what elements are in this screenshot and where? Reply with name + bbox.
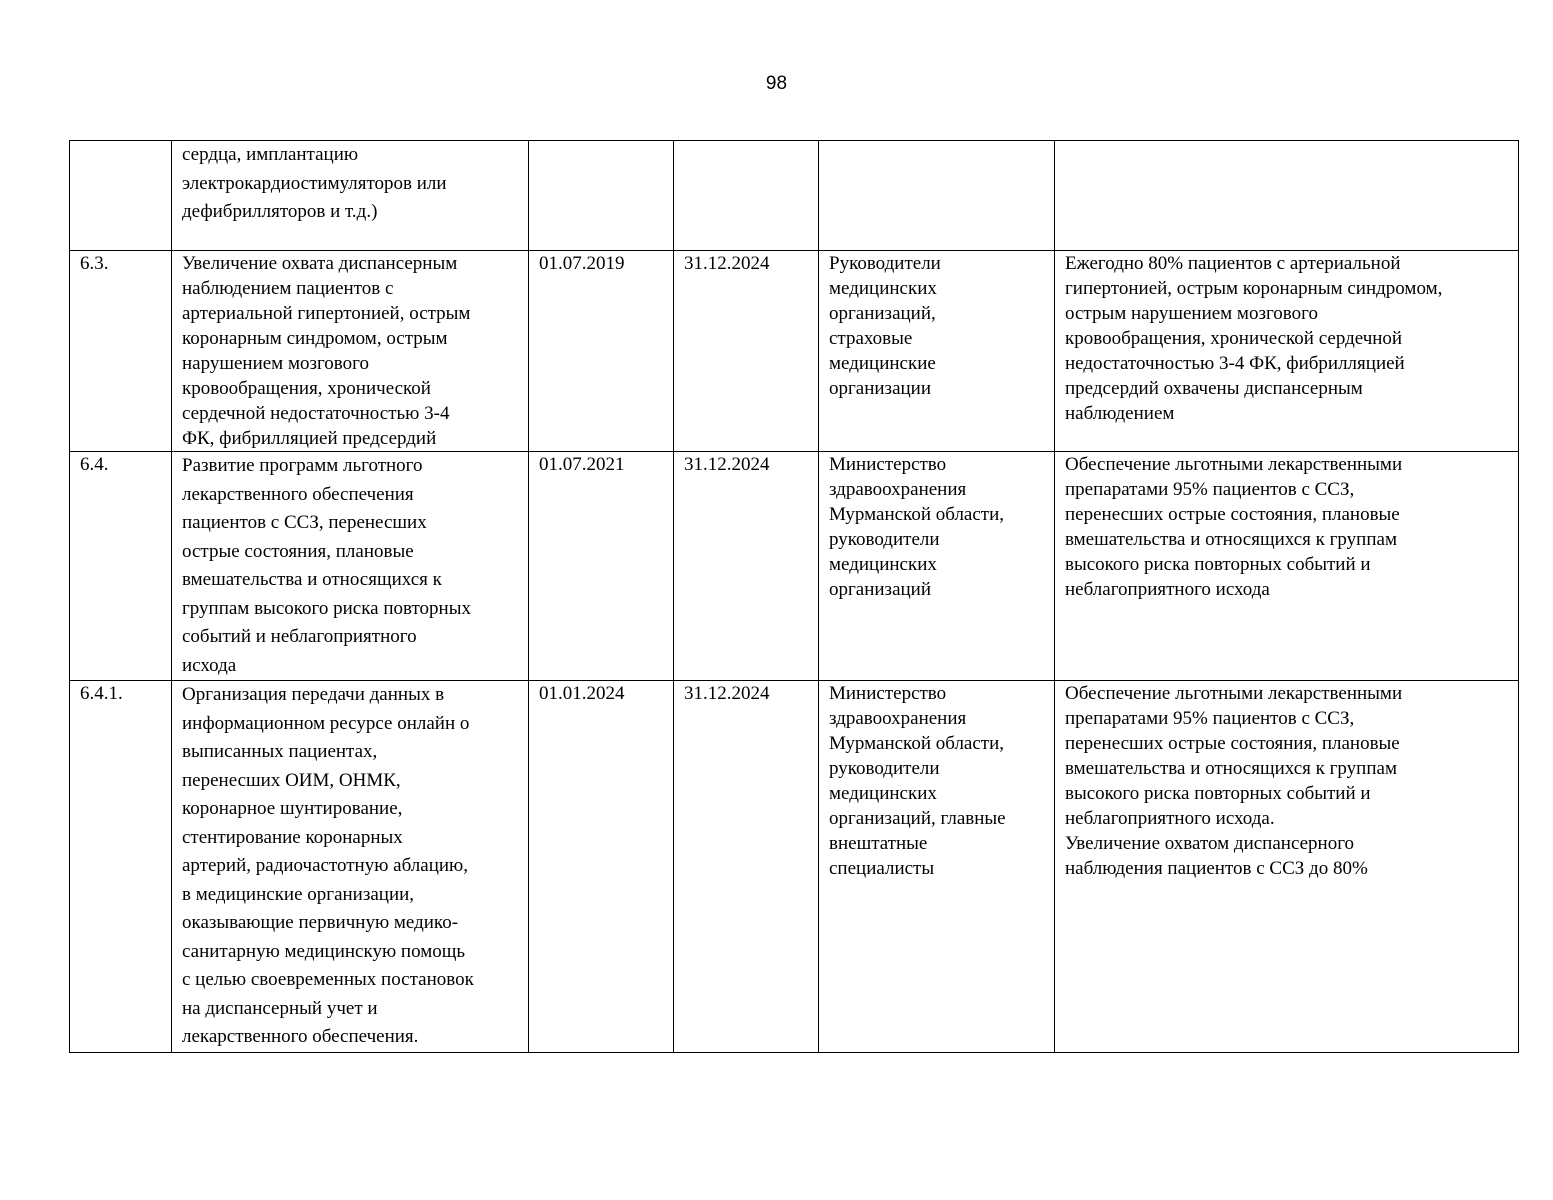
result-text: Ежегодно 80% пациентов с артериальной гипертонией, острым коронарным синдромом, острым нарушением мозгового кровообращения, хронической сердечной недостаточностью 3-4 ФК, фибрилляцией предсердий охвачены диспансерным наблюдением (1065, 253, 1443, 424)
item-number: 6.3. (80, 253, 109, 274)
responsible-cell (819, 681, 1055, 1053)
result-cell (1055, 452, 1519, 681)
activity-cell (172, 251, 529, 452)
end-date: 31.12.2024 (684, 253, 770, 274)
responsible-cell (819, 141, 1055, 251)
end-date: 31.12.2024 (684, 683, 770, 704)
activity-text: Развитие программ льготного лекарственного обеспечения пациентов с ССЗ, перенесших острые состояния, плановые вмешательства и относящихся к группам высокого риска повторных событий и неблагоприятного исхода (182, 455, 471, 676)
responsible-text: Министерство здравоохранения Мурманской области, руководители медицинских организаций (829, 454, 1005, 600)
measures-table (69, 140, 1519, 1053)
responsible-text: Руководители медицинских организаций, страховые медицинские организации (829, 253, 941, 399)
table-row (70, 681, 1519, 1053)
result-cell (1055, 141, 1519, 251)
activity-text: Организация передачи данных в информационном ресурсе онлайн о выписанных пациентах, перенесших ОИМ, ОНМК, коронарное шунтирование, стентирование коронарных артерий, радиочастотную аблацию, в медицинские организации, оказывающие первичную медико- санитарную медицинскую помощь с целью своевременных постановок на диспансерный учет и лекарственного обеспечения. (182, 684, 474, 1047)
activity-cell (172, 452, 529, 681)
end-date-cell (674, 141, 819, 251)
item-number-cell (70, 141, 172, 251)
item-number-cell (70, 681, 172, 1053)
activity-text: Увеличение охвата диспансерным наблюдением пациентов с артериальной гипертонией, острым коронарным синдромом, острым нарушением мозгового кровообращения, хронической сердечной недостаточностью 3-4 ФК, фибрилляцией предсердий (182, 253, 471, 449)
start-date: 01.07.2019 (539, 253, 625, 274)
start-date: 01.07.2021 (539, 454, 625, 475)
result-cell (1055, 681, 1519, 1053)
item-number: 6.4.1. (80, 683, 123, 704)
result-cell (1055, 251, 1519, 452)
item-number-cell (70, 452, 172, 681)
item-number: 6.4. (80, 454, 109, 475)
result-text: Обеспечение льготными лекарственными препаратами 95% пациентов с ССЗ, перенесших острые состояния, плановые вмешательства и относящихся к группам высокого риска повторных событий и неблагоприятного исхода. Увеличение охватом диспансерного наблюдения пациентов с ССЗ до 80% (1065, 683, 1403, 879)
start-date-cell (529, 251, 674, 452)
start-date-cell (529, 141, 674, 251)
start-date-cell (529, 681, 674, 1053)
start-date: 01.01.2024 (539, 683, 625, 704)
page-number: 98 (765, 73, 788, 94)
end-date-cell (674, 681, 819, 1053)
table-row (70, 452, 1519, 681)
item-number-cell (70, 251, 172, 452)
responsible-cell (819, 452, 1055, 681)
activity-cell (172, 681, 529, 1053)
end-date-cell (674, 251, 819, 452)
end-date: 31.12.2024 (684, 454, 770, 475)
end-date-cell (674, 452, 819, 681)
responsible-cell (819, 251, 1055, 452)
activity-text: сердца, имплантацию электрокардиостимуляторов или дефибрилляторов и т.д.) (182, 144, 447, 222)
activity-cell (172, 141, 529, 251)
responsible-text: Министерство здравоохранения Мурманской области, руководители медицинских организаций, главные внештатные специалисты (829, 683, 1006, 879)
table-row (70, 251, 1519, 452)
result-text: Обеспечение льготными лекарственными препаратами 95% пациентов с ССЗ, перенесших острые состояния, плановые вмешательства и относящихся к группам высокого риска повторных событий и неблагоприятного исхода (1065, 454, 1403, 600)
start-date-cell (529, 452, 674, 681)
table-row (70, 141, 1519, 251)
